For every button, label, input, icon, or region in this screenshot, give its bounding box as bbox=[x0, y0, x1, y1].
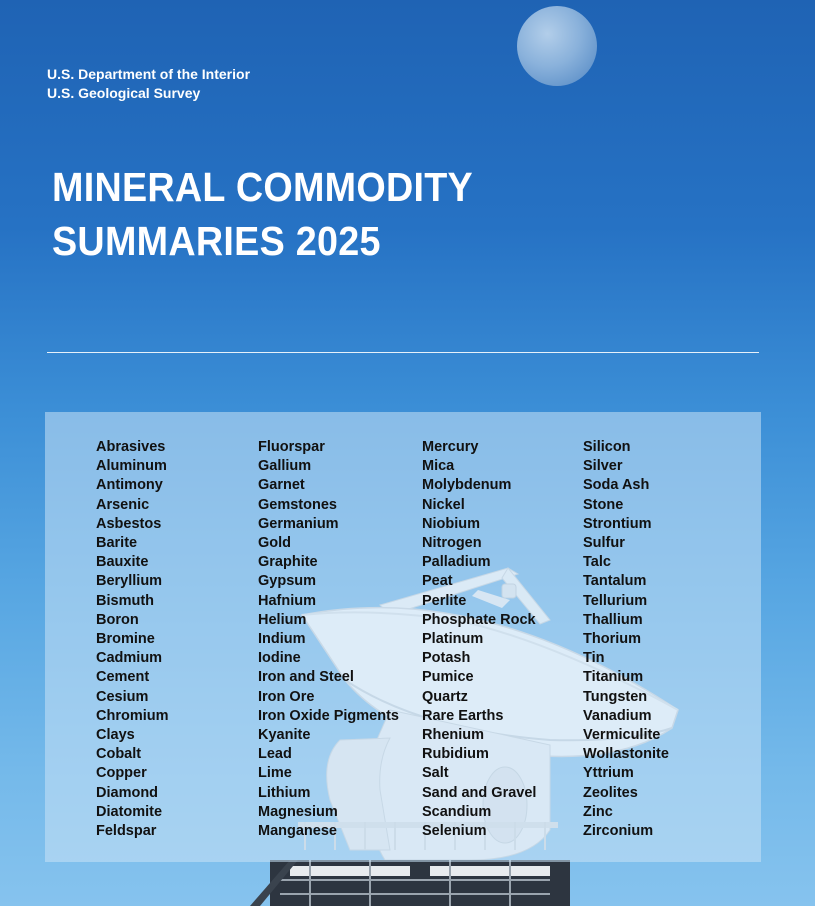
commodity-item: Thorium bbox=[583, 631, 641, 648]
commodity-item: Quartz bbox=[422, 688, 468, 705]
commodity-item: Gemstones bbox=[258, 496, 337, 513]
commodity-item: Nitrogen bbox=[422, 535, 482, 552]
commodity-item: Cobalt bbox=[96, 746, 142, 763]
commodity-item: Molybdenum bbox=[422, 477, 512, 494]
commodity-item: Rhenium bbox=[422, 727, 485, 744]
commodity-item: Lithium bbox=[258, 784, 311, 801]
commodity-item: Nickel bbox=[422, 496, 465, 513]
commodity-item: Asbestos bbox=[96, 515, 162, 532]
agency-department: U.S. Department of the Interior bbox=[47, 66, 251, 82]
title-line-1: MINERAL COMMODITY bbox=[52, 164, 474, 210]
commodity-item: Bauxite bbox=[96, 554, 149, 571]
commodity-item: Silicon bbox=[583, 439, 631, 455]
commodity-item: Zinc bbox=[583, 803, 613, 820]
commodity-item: Diatomite bbox=[96, 803, 163, 820]
commodity-item: Vermiculite bbox=[583, 727, 661, 744]
commodity-item: Mica bbox=[422, 458, 455, 475]
commodity-item: Peat bbox=[422, 573, 453, 590]
commodity-item: Pumice bbox=[422, 669, 474, 686]
commodity-item: Arsenic bbox=[96, 496, 150, 513]
commodity-item: Iodine bbox=[258, 650, 301, 667]
commodity-item: Thallium bbox=[583, 611, 643, 628]
commodity-item: Beryllium bbox=[96, 573, 163, 590]
commodity-item: Indium bbox=[258, 631, 306, 648]
commodity-item: Palladium bbox=[422, 554, 491, 571]
commodity-item: Rubidium bbox=[422, 746, 489, 763]
commodity-column-4 bbox=[583, 438, 669, 841]
commodity-item: Cadmium bbox=[96, 650, 163, 667]
commodity-item: Tungsten bbox=[583, 688, 648, 705]
commodity-item: Rare Earths bbox=[422, 707, 504, 724]
commodity-item: Gypsum bbox=[258, 573, 317, 590]
commodity-item: Diamond bbox=[96, 784, 159, 801]
commodity-item: Sulfur bbox=[583, 535, 625, 552]
commodities-list-panel bbox=[45, 412, 761, 862]
commodity-item: Fluorspar bbox=[258, 439, 325, 455]
commodity-item: Salt bbox=[422, 765, 449, 782]
commodity-item: Stone bbox=[583, 496, 624, 513]
title-line-2: SUMMARIES 2025 bbox=[52, 218, 381, 264]
divider-line bbox=[47, 352, 759, 353]
agency-survey: U.S. Geological Survey bbox=[47, 85, 201, 101]
commodity-item: Gallium bbox=[258, 458, 312, 475]
commodity-item: Germanium bbox=[258, 515, 339, 532]
commodity-item: Bromine bbox=[96, 631, 155, 648]
commodity-item: Antimony bbox=[96, 477, 163, 494]
commodity-item: Lead bbox=[258, 746, 292, 763]
commodity-item: Tantalum bbox=[583, 573, 647, 590]
commodity-item: Perlite bbox=[422, 592, 467, 609]
commodity-item: Graphite bbox=[258, 554, 318, 571]
commodity-item: Aluminum bbox=[96, 458, 167, 475]
commodity-item: Clays bbox=[96, 727, 135, 744]
commodity-item: Talc bbox=[583, 554, 611, 571]
commodity-item: Titanium bbox=[583, 669, 644, 686]
commodity-column-1 bbox=[96, 438, 169, 841]
commodity-item: Potash bbox=[422, 650, 471, 667]
commodity-item: Hafnium bbox=[258, 592, 316, 609]
commodity-item: Iron and Steel bbox=[258, 669, 354, 686]
commodity-item: Iron Oxide Pigments bbox=[258, 707, 399, 724]
commodity-item: Cesium bbox=[96, 688, 149, 705]
commodity-item: Yttrium bbox=[583, 765, 634, 782]
commodity-item: Platinum bbox=[422, 631, 484, 648]
commodity-item: Tin bbox=[583, 650, 605, 667]
commodity-item: Boron bbox=[96, 611, 139, 628]
report-title bbox=[52, 160, 473, 268]
commodity-item: Abrasives bbox=[96, 439, 166, 455]
commodity-item: Copper bbox=[96, 765, 147, 782]
commodity-item: Iron Ore bbox=[258, 688, 315, 705]
commodity-item: Garnet bbox=[258, 477, 305, 494]
commodity-item: Wollastonite bbox=[583, 746, 669, 763]
commodity-item: Manganese bbox=[258, 823, 337, 840]
commodity-column-3 bbox=[422, 438, 536, 841]
commodity-item: Zirconium bbox=[583, 823, 654, 840]
commodity-item: Selenium bbox=[422, 823, 487, 840]
commodity-item: Magnesium bbox=[258, 803, 338, 820]
commodity-item: Vanadium bbox=[583, 707, 652, 724]
commodity-item: Tellurium bbox=[583, 592, 648, 609]
commodity-item: Soda Ash bbox=[583, 477, 650, 494]
moon-image bbox=[517, 6, 597, 86]
commodity-item: Gold bbox=[258, 535, 292, 552]
commodity-item: Scandium bbox=[422, 803, 492, 820]
commodity-item: Cement bbox=[96, 669, 150, 686]
commodity-item: Sand and Gravel bbox=[422, 784, 537, 801]
commodity-item: Helium bbox=[258, 611, 307, 628]
commodity-column-2 bbox=[258, 438, 399, 841]
commodity-item: Zeolites bbox=[583, 784, 638, 801]
commodity-item: Barite bbox=[96, 535, 138, 552]
commodity-item: Strontium bbox=[583, 515, 652, 532]
commodity-item: Phosphate Rock bbox=[422, 611, 536, 628]
commodity-item: Bismuth bbox=[96, 592, 154, 609]
commodity-item: Silver bbox=[583, 458, 623, 475]
commodity-item: Mercury bbox=[422, 439, 479, 455]
commodity-item: Lime bbox=[258, 765, 292, 782]
commodity-item: Feldspar bbox=[96, 823, 157, 840]
commodity-item: Chromium bbox=[96, 707, 169, 724]
commodity-item: Kyanite bbox=[258, 727, 311, 744]
agency-block bbox=[47, 65, 250, 103]
commodity-item: Niobium bbox=[422, 515, 480, 532]
